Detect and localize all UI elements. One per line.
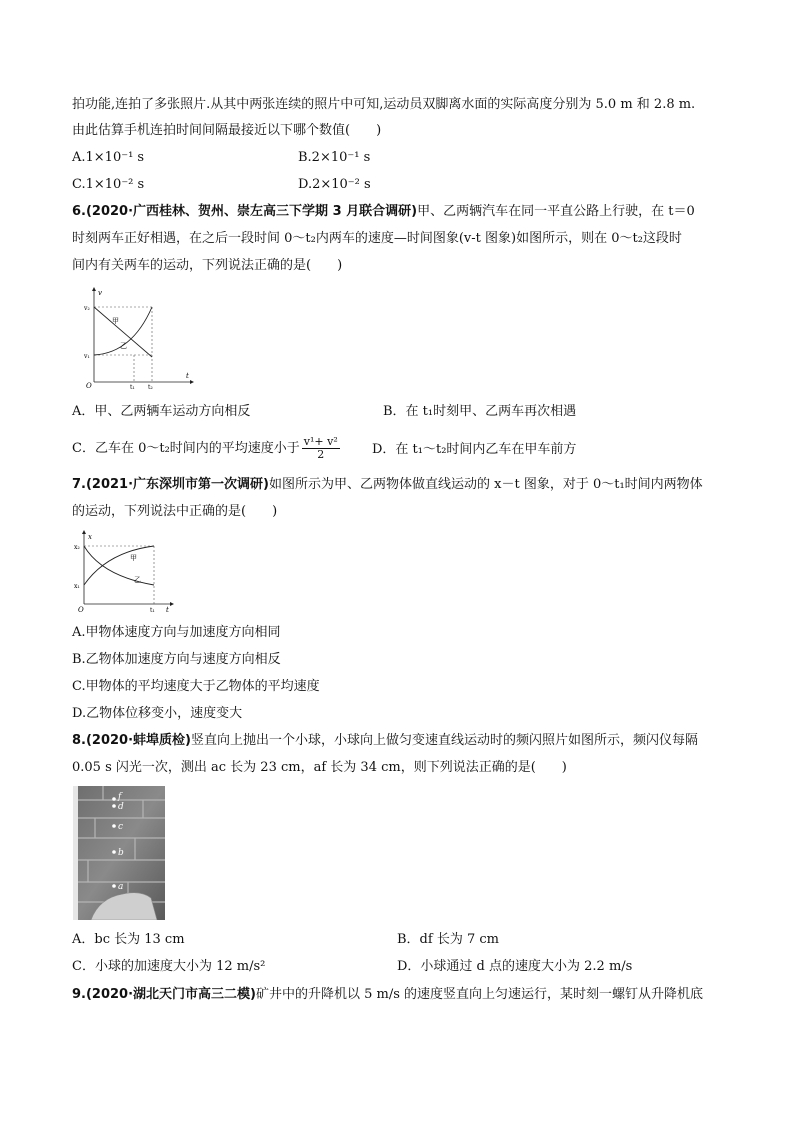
q8-point-c-label: c: [118, 822, 124, 832]
q6-option-b: B．在 t₁时刻甲、乙两车再次相遇: [383, 404, 577, 419]
q7-axis-x-label: x: [88, 533, 92, 541]
q7-yi-label: 乙: [134, 576, 141, 584]
q7-xt-graph: [72, 530, 182, 615]
q7-x1-label: x₁: [74, 583, 80, 590]
q7-stem: 如图所示为甲、乙两物体做直线运动的 x－t 图象，对于 0～t₁时间内两物体: [269, 477, 703, 492]
q8-option-a: A．bc 长为 13 cm: [72, 932, 185, 947]
q6-stem-line1: [72, 203, 695, 221]
q7-stem-line1: [72, 476, 703, 494]
q7-origin-label: O: [78, 606, 84, 614]
q8-point-f-label: f: [118, 792, 122, 802]
q6-t2-label: t₂: [148, 384, 153, 390]
q8-strobe-photo: [73, 786, 165, 920]
q6-fraction-numerator: v¹+ v²: [303, 435, 338, 448]
q9-stem: 矿井中的升降机以 5 m/s 的速度竖直向上匀速运行，某时刻一螺钉从升降机底: [256, 987, 704, 1002]
q7-x2-label: x₂: [74, 544, 80, 551]
q7-option-d: D.乙物体位移变小，速度变大: [72, 706, 243, 721]
q6-t1-label: t₁: [130, 384, 135, 390]
q8-source: (2020·蚌埠质检): [85, 733, 191, 748]
q6-axis-v-label: v: [98, 289, 102, 297]
q6-jia-label: 甲: [112, 317, 119, 325]
q6-option-a: A．甲、乙两辆车运动方向相反: [72, 404, 251, 419]
q9-stem-line1: [72, 986, 703, 1004]
q8-stem: 竖直向上抛出一个小球，小球向上做匀变速直线运动时的频闪照片如图所示，频闪仪每隔: [191, 733, 699, 748]
q9-source: (2020·湖北天门市高三二模): [85, 987, 256, 1002]
q6-option-d: D．在 t₁～t₂时间内乙车在甲车前方: [372, 442, 577, 457]
q5-option-c: C.1×10⁻² s: [72, 177, 145, 192]
q5-text-line1: 拍功能,连拍了多张照片.从其中两张连续的照片中可知,运动员双脚离水面的实际高度分别为 5.0 m 和 2.8 m.: [72, 97, 696, 112]
q6-option-c-fraction: [302, 436, 340, 461]
q6-v2-label: v₂: [84, 305, 90, 312]
q5-text-line2: 由此估算手机连拍时间间隔最接近以下哪个数值( ): [72, 123, 382, 138]
q6-option-c-text: C．乙车在 0～t₂时间内的平均速度小于: [72, 441, 300, 456]
q8-number: 8.: [72, 733, 86, 748]
q6-origin-label: O: [86, 382, 92, 390]
q8-stem-line2: 0.05 s 闪光一次，测出 ac 长为 23 cm，af 长为 34 cm，则下列说法正确的是( ): [72, 760, 567, 775]
q6-stem: 甲、乙两辆汽车在同一平直公路上行驶，在 t＝0: [417, 204, 695, 219]
q7-option-c: C.甲物体的平均速度大于乙物体的平均速度: [72, 679, 320, 694]
q6-source: (2020·广西桂林、贺州、崇左高三下学期 3 月联合调研): [85, 204, 418, 219]
q6-number: 6.: [72, 204, 86, 219]
q5-option-d: D.2×10⁻² s: [298, 177, 371, 192]
q7-jia-label: 甲: [130, 554, 137, 562]
q8-option-c: C．小球的加速度大小为 12 m/s²: [72, 959, 266, 974]
q8-point-a-label: a: [118, 882, 124, 892]
q5-option-a: A.1×10⁻¹ s: [72, 150, 145, 165]
q8-point-b-label: b: [118, 848, 124, 858]
q9-number: 9.: [72, 987, 86, 1002]
q6-axis-t-label: t: [186, 372, 189, 380]
q7-stem-line2: 的运动，下列说法中正确的是( ): [72, 504, 278, 519]
q6-yi-label: 乙: [120, 342, 127, 350]
q7-t1-label: t₁: [150, 607, 155, 614]
q6-option-c: [72, 436, 342, 460]
q6-stem-line2: 时刻两车正好相遇，在之后一段时间 0～t₂内两车的速度—时间图象(v-t 图象)如图所示，则在 0～t₂这段时: [72, 231, 682, 246]
q6-vt-graph: [82, 285, 197, 390]
q8-option-b: B．df 长为 7 cm: [397, 932, 499, 947]
q6-stem-line3: 间内有关两车的运动，下列说法正确的是( ): [72, 258, 343, 273]
q7-option-b: B.乙物体加速度方向与速度方向相反: [72, 652, 281, 667]
q7-number: 7.: [72, 477, 86, 492]
q8-point-d-label: d: [118, 802, 124, 812]
q7-option-a: A.甲物体速度方向与加速度方向相同: [72, 625, 281, 640]
q6-v1-label: v₁: [84, 353, 90, 360]
q6-fraction-denominator: 2: [317, 448, 325, 461]
q8-option-d: D．小球通过 d 点的速度大小为 2.2 m/s: [397, 959, 633, 974]
q7-axis-t-label: t: [166, 606, 169, 614]
q7-source: (2021·广东深圳市第一次调研): [85, 477, 269, 492]
q5-option-b: B.2×10⁻¹ s: [298, 150, 371, 165]
q8-stem-line1: [72, 732, 698, 750]
